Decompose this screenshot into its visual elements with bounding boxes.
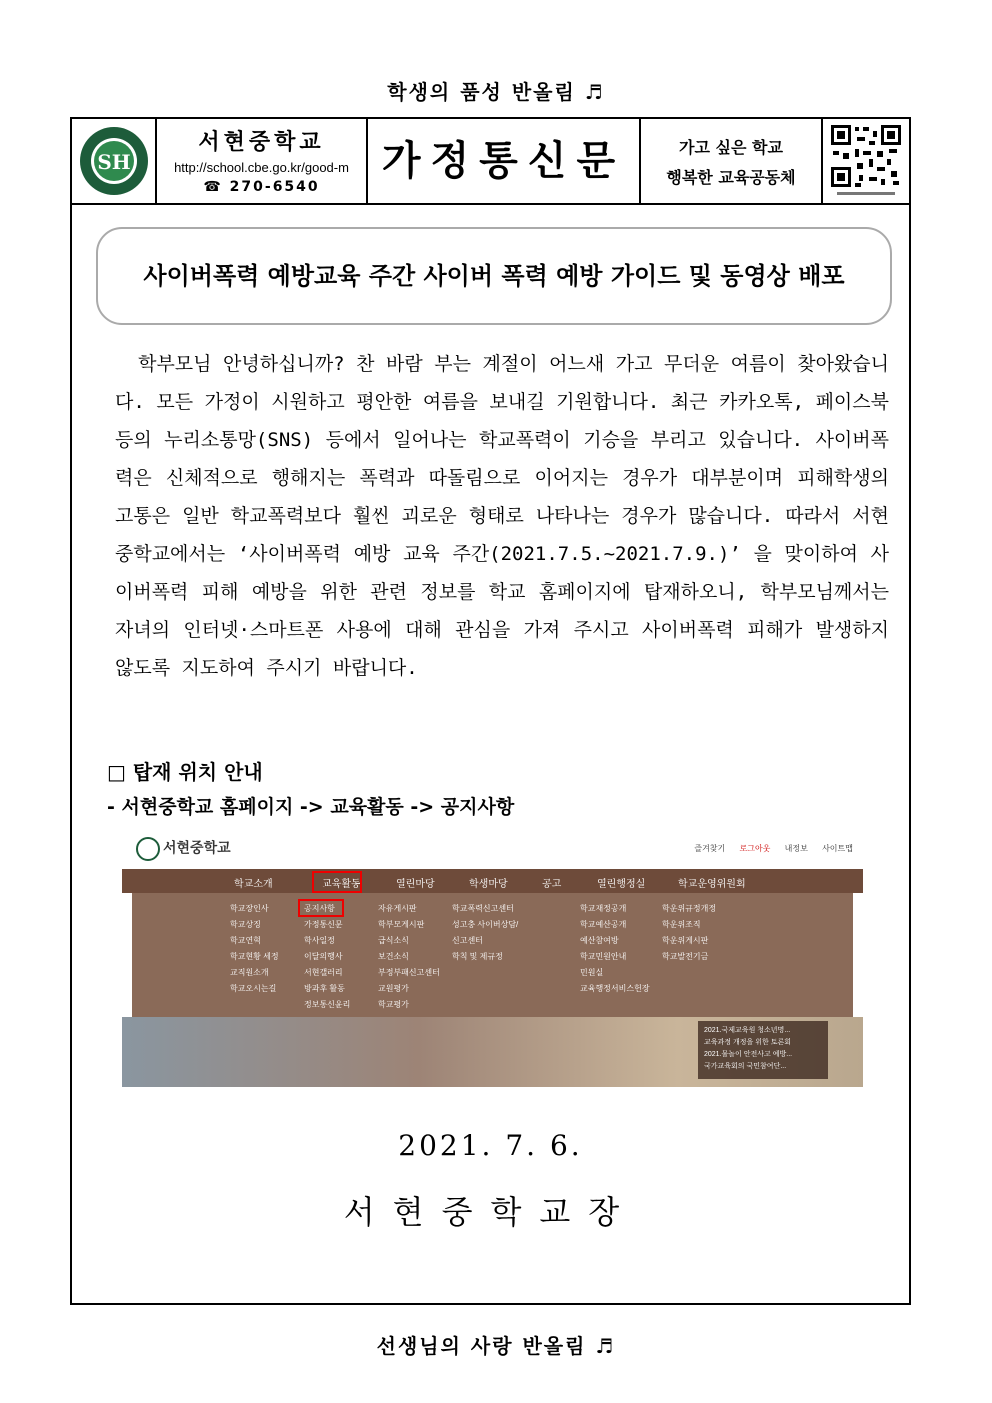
menu-item: 정보통신윤리 (304, 1000, 351, 1009)
menu-item: 민원실 (580, 968, 604, 977)
qr-code[interactable] (823, 119, 909, 203)
util-link: 내정보 (784, 844, 808, 853)
screenshot-brand (136, 837, 231, 861)
nav-item: 교육활동 (322, 879, 361, 890)
menu-column (662, 901, 716, 965)
brand-logo-icon (136, 837, 160, 861)
nav-item: 학교운영위원회 (678, 879, 746, 890)
menu-item: 공지사항 (304, 904, 335, 913)
menu-item: 학부모게시판 (378, 920, 425, 929)
util-link: 사이트맵 (822, 844, 853, 853)
screenshot-util-links (682, 843, 853, 854)
letterhead (72, 119, 909, 205)
menu-item: 학교폭력신고센터 (452, 904, 514, 913)
menu-item: 가정통신문 (304, 920, 343, 929)
news-item: 2021.국제교육원 청소년명... (704, 1027, 791, 1034)
menu-item: 학교연혁 (230, 936, 261, 945)
section-heading: □ 탑재 위치 안내 (107, 760, 263, 784)
svg-text:SH: SH (97, 150, 131, 174)
menu-item: 학칙 및 제규정 (452, 952, 503, 961)
menu-item: 서현갤러리 (304, 968, 343, 977)
menu-item: 학교상징 (230, 920, 261, 929)
menu-item: 교육행정서비스헌장 (580, 984, 650, 993)
nav-item: 열린행정실 (597, 879, 646, 890)
school-logo (72, 119, 157, 203)
menu-item: 신고센터 (452, 936, 483, 945)
school-name: 서현중학교 (198, 130, 325, 155)
menu-item: 학교발전기금 (662, 952, 709, 961)
signer: 서현중학교장 (343, 1193, 638, 1231)
issue-date: 2021. 7. 6. (398, 1129, 583, 1162)
menu-column (304, 901, 350, 1013)
menu-item: 학운위게시판 (662, 936, 709, 945)
nav-item: 학생마당 (469, 879, 508, 890)
news-item: 2021.물놀이 안전사고 예방... (704, 1051, 793, 1058)
school-info (157, 119, 368, 203)
nav-item: 공고 (542, 879, 562, 890)
menu-item: 교직원소개 (230, 968, 269, 977)
screenshot-dropdown-menu (132, 893, 853, 1017)
menu-column (580, 901, 650, 997)
menu-item: 보건소식 (378, 952, 409, 961)
menu-item: 학교예산공개 (580, 920, 627, 929)
menu-item: 학교평가 (378, 1000, 409, 1009)
util-link: 즐겨찾기 (694, 844, 726, 853)
menu-item: 자유게시판 (378, 904, 417, 913)
letter-body-text: 학부모님 안녕하십니까? 찬 바람 부는 계절이 어느새 가고 무더운 여름이 찾아왔습니다. 모든 가정이 시원하고 평안한 여름을 보내길 기원합니다. 최근 카카오톡, 페이스북 등의 누리소통망(SNS) 등에서 일어나는 학교폭력이 기승을 부리고 있습니다. 사이버폭력은 신체적으로 행해지는 폭력과 따돌림으로 이어지는 경우가 대부분이며 피해학생의 고통은 일반 학교폭력보다 훨씬 괴로운 형태로 나타나는 경우가 많습니다. 따라서 서현중학교에서는 ‘사이버폭력 예방 교육 주간(2021.7.5.~2021.7.9.)’ 을 맞이하여 사이버폭력 피해 예방을 위한 관련 정보를 학교 홈페이지에 탑재하오니, 학부모님께서는 자녀의 인터넷·스마트폰 사용에 대해 관심을 가져 주시고 사이버폭력 피해가 발생하지 않도록 지도하여 주시기 바랍니다. (115, 353, 889, 679)
menu-item: 학교재정공개 (580, 904, 627, 913)
news-item: 교육과정 개정을 위한 토론회 (704, 1039, 791, 1046)
util-link: 로그아웃 (739, 844, 771, 853)
menu-item: 학교오시는길 (230, 984, 277, 993)
menu-item: 학운위조직 (662, 920, 701, 929)
motto-bottom: 선생님의 사랑 반올림 ♬ (376, 1334, 616, 1358)
highlight-menu-box (298, 899, 344, 917)
menu-item: 학교현황 세정 (230, 952, 279, 961)
slogan-line-2: 행복한 교육공동체 (666, 168, 796, 187)
menu-column (452, 901, 518, 965)
slogan-line-1: 가고 싶은 학교 (679, 138, 783, 157)
menu-item: 이달의행사 (304, 952, 343, 961)
menu-item: 방과후 활동 (304, 984, 345, 993)
school-phone: ☎ 270-6540 (203, 179, 320, 195)
menu-item: 부정부패신고센터 (378, 968, 440, 977)
screenshot-nav (122, 869, 863, 893)
school-url[interactable]: http://school.cbe.go.kr/good-m (174, 160, 349, 175)
menu-item: 학사일정 (304, 936, 335, 945)
menu-column (378, 901, 440, 1013)
section-path: - 서현중학교 홈페이지 -> 교육활동 -> 공지사항 (107, 796, 515, 818)
screenshot-brand-label: 서현중학교 (163, 839, 231, 856)
menu-item: 예산참여방 (580, 936, 619, 945)
homepage-screenshot (122, 829, 863, 1087)
menu-item: 학운위규정개정 (662, 904, 717, 913)
school-emblem-icon (78, 125, 150, 197)
menu-item: 학교장인사 (230, 904, 269, 913)
screenshot-news-panel (698, 1021, 828, 1079)
menu-column (230, 901, 279, 997)
highlight-nav-box (312, 871, 362, 893)
menu-item: 학교민원안내 (580, 952, 627, 961)
nav-item: 열린마당 (396, 879, 435, 890)
qr-code-icon (829, 123, 903, 199)
subject-box: 사이버폭력 예방교육 주간 사이버 폭력 예방 가이드 및 동영상 배포 (96, 227, 892, 325)
menu-item: 교원평가 (378, 984, 409, 993)
letter-body (115, 345, 889, 687)
document-title: 가정통신문 (368, 119, 641, 203)
menu-item: 급식소식 (378, 936, 409, 945)
motto-top: 학생의 품성 반올림 ♬ (387, 80, 605, 104)
news-item: 국가교육회의 국민참여단... (704, 1063, 787, 1070)
slogan (641, 119, 823, 203)
nav-item: 학교소개 (234, 879, 273, 890)
document-frame (70, 117, 911, 1305)
menu-item: 성고충 사이버상담/ (452, 920, 519, 929)
